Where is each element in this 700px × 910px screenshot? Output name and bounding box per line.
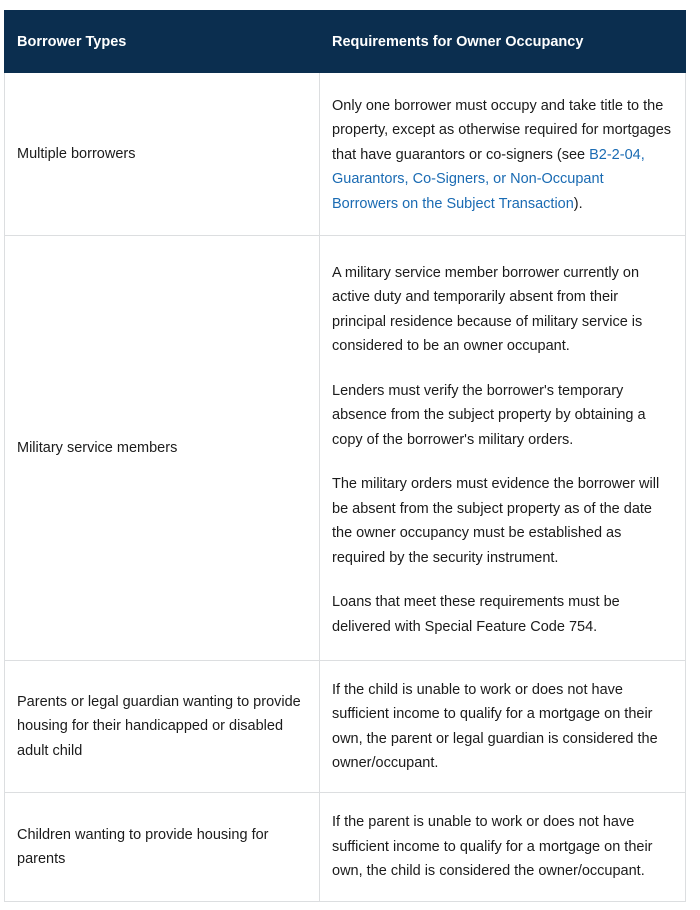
borrower-type-cell: Children wanting to provide housing for parents <box>5 793 320 902</box>
requirement-cell: If the child is unable to work or does not have sufficient income to qualify for a mortgage on their own, the parent or legal guardian is considered the owner/occupant. <box>320 661 686 793</box>
borrower-type-cell: Military service members <box>5 236 320 661</box>
guarantors-cosigners-link[interactable]: B2-2-04, Guarantors, Co-Signers, or Non-Occupant Borrowers on the Subject Transaction <box>332 146 645 212</box>
header-row <box>5 11 686 73</box>
header-requirements: Requirements for Owner Occupancy <box>320 11 686 73</box>
requirement-cell <box>320 73 686 236</box>
requirement-cell: If the parent is unable to work or does not have sufficient income to qualify for a mortgage on their own, the child is considered the owner/occupant. <box>320 793 686 902</box>
requirement-text <box>332 94 673 217</box>
requirement-cell <box>320 236 686 661</box>
owner-occupancy-table <box>4 10 686 902</box>
requirement-paragraph: Loans that meet these requirements must be delivered with Special Feature Code 754. <box>332 594 620 635</box>
requirement-text-before: Only one borrower must occupy and take title to the property, except as otherwise required for mortgages that have guarantors or co-signers (see <box>332 97 672 163</box>
table-row <box>5 73 686 236</box>
requirement-paragraph: Lenders must verify the borrower's temporary absence from the subject property by obtaining a copy of the borrower's military orders. <box>332 382 646 448</box>
borrower-type-cell: Parents or legal guardian wanting to provide housing for their handicapped or disabled adult child <box>5 661 320 793</box>
table-row <box>5 793 686 902</box>
requirement-paragraph: The military orders must evidence the borrower will be absent from the subject property as of the date the owner occupancy must be established as required by the security instrument. <box>332 476 660 566</box>
table-header <box>5 11 686 73</box>
requirement-paragraph: A military service member borrower currently on active duty and temporarily absent from their principal residence because of military service is considered to be an owner occupant. <box>332 264 643 355</box>
table-row <box>5 236 686 661</box>
header-borrower-types: Borrower Types <box>5 11 320 73</box>
owner-occupancy-table-container <box>4 10 686 902</box>
table-row <box>5 661 686 793</box>
requirement-text-after: ). <box>573 195 583 212</box>
table-body <box>5 73 686 902</box>
borrower-type-cell: Multiple borrowers <box>5 73 320 236</box>
